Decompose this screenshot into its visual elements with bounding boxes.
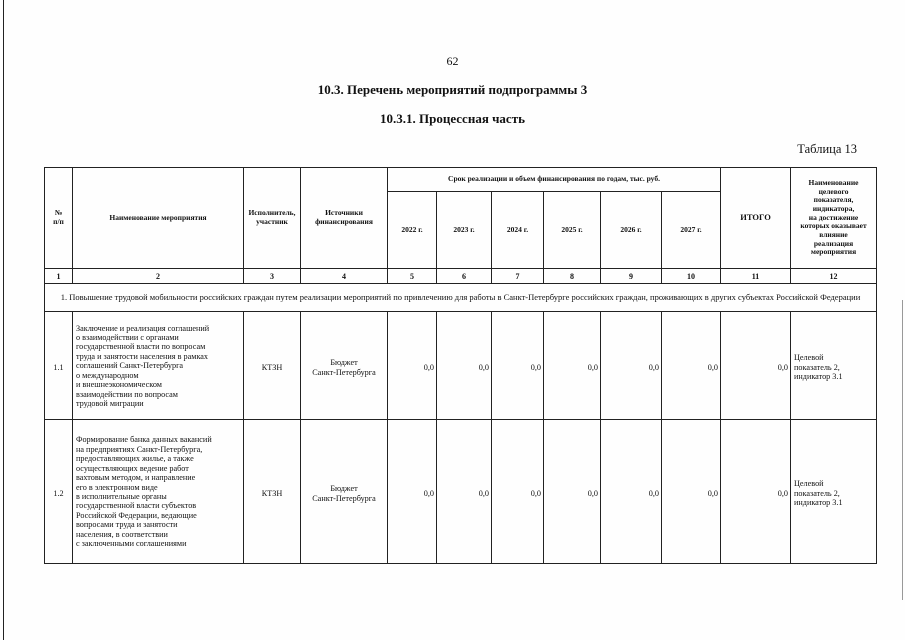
row-name: Заключение и реализация соглашений о взаимодействии с органами государственной власти по вопросам труда и занятости населения в рамках соглашений Санкт-Петербурга о международном и внешнеэкономическом взаимодействии по вопросам трудовой миграции <box>73 312 244 420</box>
header-num: № п/п <box>45 168 73 269</box>
column-number: 12 <box>791 269 877 284</box>
row-source: Бюджет Санкт-Петербурга <box>301 420 388 564</box>
row-value: 0,0 <box>492 420 544 564</box>
document-subtitle: 10.3.1. Процессная часть <box>380 111 525 126</box>
row-indicator: Целевой показатель 2, индикатор 3.1 <box>791 312 877 420</box>
row-value: 0,0 <box>388 420 437 564</box>
header-name: Наименование мероприятия <box>73 168 244 269</box>
row-value: 0,0 <box>601 420 662 564</box>
row-value: 0,0 <box>437 420 492 564</box>
page-edge-line-right <box>902 300 903 600</box>
header-year: 2022 г. <box>388 192 437 269</box>
column-number: 5 <box>388 269 437 284</box>
header-year: 2025 г. <box>544 192 601 269</box>
column-number: 3 <box>244 269 301 284</box>
section-row <box>45 284 877 312</box>
row-num: 1.1 <box>45 312 73 420</box>
table-row <box>45 420 877 564</box>
row-num: 1.2 <box>45 420 73 564</box>
section-title: 1. Повышение трудовой мобильности российских граждан путем реализации мероприятий по привлечению для работы в Санкт-Петербурге российских граждан, проживающих в других субъектах Российской Федерации <box>45 284 877 312</box>
row-total: 0,0 <box>721 312 791 420</box>
row-name: Формирование банка данных вакансий на предприятиях Санкт-Петербурга, предоставляющих жилье, а также осуществляющих ведение работ вахтовым методом, и направление его в электронном виде в исполнительные органы государственной власти субъектов Российской Федерации, ведающие вопросами труда и занятости населения, в соответствии с заключенными соглашениями <box>73 420 244 564</box>
row-value: 0,0 <box>492 312 544 420</box>
column-number: 8 <box>544 269 601 284</box>
page-number: 62 <box>446 54 459 68</box>
column-number: 11 <box>721 269 791 284</box>
column-number: 7 <box>492 269 544 284</box>
row-value: 0,0 <box>388 312 437 420</box>
header-source: Источники финансирования <box>301 168 388 269</box>
row-executor: КТЗН <box>244 420 301 564</box>
header-period-group: Срок реализации и объем финансирования по годам, тыс. руб. <box>388 168 721 192</box>
measures-table <box>44 167 877 564</box>
row-executor: КТЗН <box>244 312 301 420</box>
row-indicator: Целевой показатель 2, индикатор 3.1 <box>791 420 877 564</box>
row-value: 0,0 <box>544 312 601 420</box>
row-value: 0,0 <box>662 312 721 420</box>
header-year: 2023 г. <box>437 192 492 269</box>
header-year: 2024 г. <box>492 192 544 269</box>
header-executor: Исполнитель, участник <box>244 168 301 269</box>
column-number: 10 <box>662 269 721 284</box>
row-value: 0,0 <box>662 420 721 564</box>
column-number-row <box>45 269 877 284</box>
row-value: 0,0 <box>437 312 492 420</box>
row-source: Бюджет Санкт-Петербурга <box>301 312 388 420</box>
row-total: 0,0 <box>721 420 791 564</box>
column-number: 9 <box>601 269 662 284</box>
header-year: 2026 г. <box>601 192 662 269</box>
row-value: 0,0 <box>601 312 662 420</box>
table-label: Таблица 13 <box>797 142 857 156</box>
row-value: 0,0 <box>544 420 601 564</box>
column-number: 1 <box>45 269 73 284</box>
header-total: ИТОГО <box>721 168 791 269</box>
table-row <box>45 312 877 420</box>
document-title: 10.3. Перечень мероприятий подпрограммы 3 <box>317 82 588 97</box>
column-number: 2 <box>73 269 244 284</box>
column-number: 4 <box>301 269 388 284</box>
header-indicator: Наименование целевого показателя, индикатора, на достижение которых оказывает влияние реализация мероприятия <box>791 168 877 269</box>
column-number: 6 <box>437 269 492 284</box>
header-year: 2027 г. <box>662 192 721 269</box>
